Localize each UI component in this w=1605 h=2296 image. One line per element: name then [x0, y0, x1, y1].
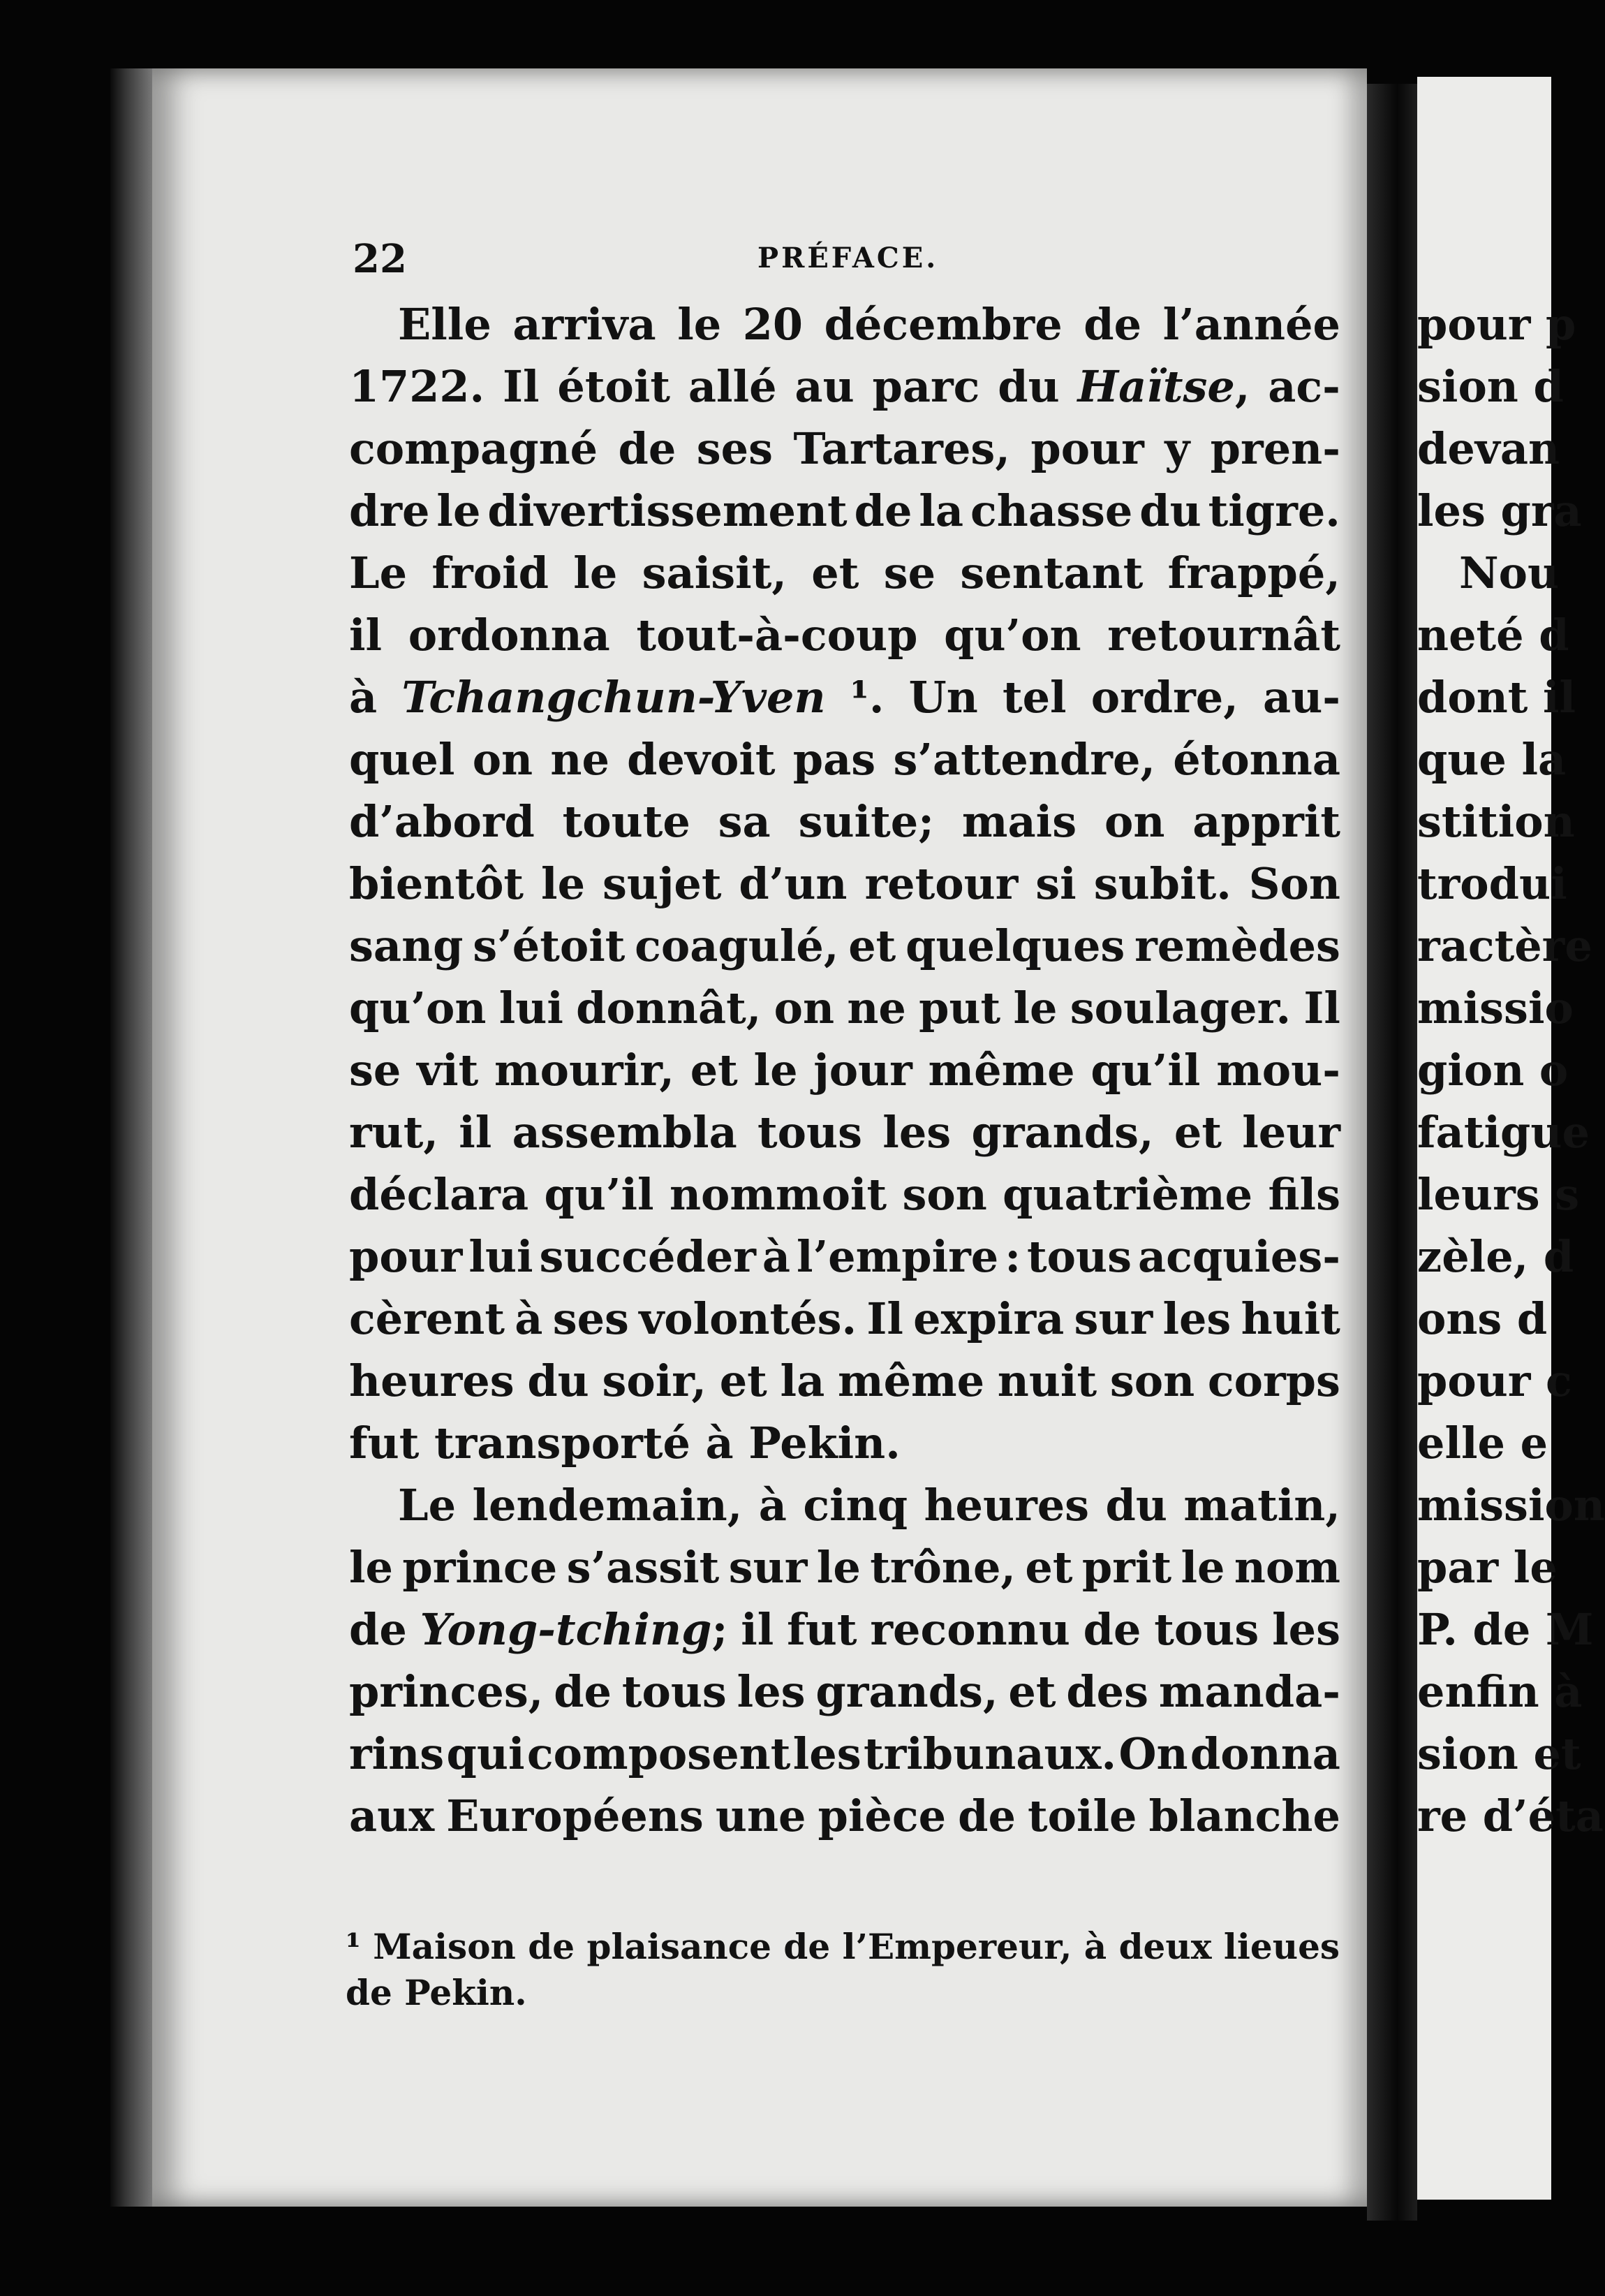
- word: froid: [431, 547, 549, 598]
- word: d’un: [739, 858, 848, 909]
- text-line: [349, 418, 1340, 480]
- word: sur: [1074, 1293, 1153, 1344]
- word: quel: [349, 734, 455, 785]
- word: grands,: [815, 1666, 998, 1717]
- word: son: [1109, 1355, 1195, 1406]
- facing-page-line: neté d: [1417, 610, 1569, 661]
- text-line: [349, 604, 1340, 666]
- word: trône,: [870, 1542, 1016, 1593]
- word: 20: [742, 299, 804, 350]
- word: vit: [417, 1045, 479, 1096]
- word: et: [811, 547, 859, 598]
- word: tigre.: [1208, 485, 1340, 536]
- word: le: [573, 547, 618, 598]
- word: les: [1272, 1604, 1340, 1655]
- word: jour: [813, 1045, 912, 1096]
- word: une: [715, 1790, 806, 1841]
- word: à: [349, 672, 378, 723]
- word: le: [1013, 983, 1058, 1033]
- word: lui: [498, 983, 563, 1033]
- text-line: [349, 728, 1340, 790]
- word: et: [1174, 1107, 1222, 1158]
- facing-page-line: sion d: [1417, 361, 1564, 412]
- facing-page-line: re d’éta: [1417, 1790, 1604, 1841]
- word: reconnu: [870, 1604, 1070, 1655]
- main-text: [349, 293, 1340, 1847]
- word: même: [837, 1355, 985, 1406]
- word: succéder: [539, 1231, 756, 1282]
- running-head: PRÉFACE.: [757, 242, 939, 274]
- word: ne: [550, 734, 609, 785]
- word: sur: [728, 1542, 808, 1593]
- word: Elle: [398, 299, 491, 350]
- facing-page-line: P. de M: [1417, 1604, 1594, 1655]
- word: arriva: [512, 299, 656, 350]
- text-line: [349, 1350, 1340, 1412]
- word: heures: [349, 1355, 515, 1406]
- facing-page-line: dont il: [1417, 672, 1576, 723]
- text-line: [349, 1598, 1340, 1661]
- text-line: [349, 542, 1340, 604]
- word: ordre,: [1090, 672, 1238, 723]
- word: mais: [961, 796, 1077, 847]
- footnote-line-2: de Pekin.: [346, 1972, 527, 2013]
- footnote: [346, 1924, 1344, 2016]
- facing-page-line: Nou: [1459, 547, 1560, 598]
- word: les: [737, 1666, 806, 1717]
- word: du: [1139, 485, 1201, 536]
- word: la: [780, 1355, 825, 1406]
- word: sang: [349, 920, 464, 971]
- word: princes,: [349, 1666, 544, 1717]
- word: manda-: [1158, 1666, 1340, 1717]
- word: Haïtse,: [1077, 361, 1250, 412]
- word: volontés.: [639, 1293, 857, 1344]
- word: Il: [1303, 983, 1340, 1033]
- word: il: [349, 610, 383, 661]
- word: lendemain,: [472, 1480, 743, 1531]
- facing-page-line: par le: [1417, 1542, 1558, 1593]
- word: ¹.: [850, 672, 885, 723]
- word: de: [1083, 299, 1142, 350]
- word: ordonna: [408, 610, 610, 661]
- word: le: [1181, 1542, 1225, 1593]
- word: ne: [847, 983, 906, 1033]
- word: transporté: [434, 1418, 706, 1469]
- word: prit: [1081, 1542, 1172, 1593]
- word: expira: [913, 1293, 1065, 1344]
- facing-page-line: trodui: [1417, 858, 1567, 909]
- word: toute: [562, 796, 690, 847]
- word: pour: [349, 1231, 463, 1282]
- word: pren-: [1210, 423, 1340, 474]
- word: Européens: [446, 1790, 704, 1841]
- word: pour: [1030, 423, 1144, 474]
- word: fut: [787, 1604, 857, 1655]
- page-header: [353, 236, 1344, 282]
- word: chasse: [970, 485, 1133, 536]
- word: fut: [349, 1418, 434, 1469]
- word: s’attendre,: [893, 734, 1155, 785]
- word: fils: [1268, 1169, 1340, 1220]
- text-line: [349, 1039, 1340, 1101]
- word: tous: [757, 1107, 863, 1158]
- facing-page-line: pour p: [1417, 299, 1576, 350]
- text-line: [349, 1101, 1340, 1163]
- word: pièce: [818, 1790, 947, 1841]
- word: :: [1005, 1231, 1021, 1282]
- text-line: [349, 1661, 1340, 1723]
- word: soir,: [602, 1355, 707, 1406]
- book-gutter: [1367, 84, 1417, 2221]
- page-number: 22: [353, 236, 407, 282]
- facing-page-line: les gra: [1417, 485, 1582, 536]
- word: cèrent: [349, 1293, 505, 1344]
- word: acquies-: [1137, 1231, 1340, 1282]
- text-line: [349, 1226, 1340, 1288]
- word: l’empire: [797, 1231, 999, 1282]
- word: qu’on: [944, 610, 1081, 661]
- word: ses: [552, 1293, 629, 1344]
- word: à: [705, 1418, 749, 1469]
- facing-page-line: gion o: [1417, 1045, 1569, 1096]
- text-line: [349, 1536, 1340, 1598]
- word: du: [527, 1355, 589, 1406]
- word: à: [758, 1480, 787, 1531]
- word: au: [794, 361, 855, 412]
- text-line: [349, 355, 1340, 418]
- text-line: [349, 915, 1340, 977]
- word: et: [1025, 1542, 1073, 1593]
- facing-page-line: ractère: [1417, 920, 1592, 971]
- word: compagné: [349, 423, 598, 474]
- word: bientôt: [349, 858, 524, 909]
- word: au-: [1263, 672, 1340, 723]
- word: Tartares,: [793, 423, 1010, 474]
- word: On: [1118, 1728, 1188, 1779]
- word: coagulé,: [635, 920, 839, 971]
- word: ac-: [1268, 361, 1340, 412]
- facing-page-line: mission: [1417, 1480, 1605, 1531]
- word: son: [902, 1169, 987, 1220]
- word: et: [690, 1045, 738, 1096]
- word: devoit: [627, 734, 776, 785]
- facing-page-line: stition: [1417, 796, 1575, 847]
- text-line: [349, 1723, 1340, 1785]
- word: se: [883, 547, 936, 598]
- word: nom: [1234, 1542, 1340, 1593]
- word: et: [719, 1355, 767, 1406]
- word: sa: [718, 796, 771, 847]
- facing-page-line: que la: [1417, 734, 1567, 785]
- word: sentant: [960, 547, 1144, 598]
- word: il: [741, 1604, 774, 1655]
- word: suite;: [798, 796, 935, 847]
- word: qui: [446, 1728, 525, 1779]
- word: donna: [1190, 1728, 1340, 1779]
- word: décembre: [824, 299, 1063, 350]
- word: assembla: [512, 1107, 737, 1158]
- word: à: [762, 1231, 791, 1282]
- word: les: [882, 1107, 952, 1158]
- word: apprit: [1192, 796, 1340, 847]
- facing-page-line: devan: [1417, 423, 1560, 474]
- text-line: [349, 790, 1340, 853]
- word: heures: [924, 1480, 1090, 1531]
- facing-page-line: fatigue: [1417, 1107, 1590, 1158]
- word: de: [618, 423, 676, 474]
- word: Le: [349, 547, 408, 598]
- word: étonna: [1173, 734, 1340, 785]
- word: nommoit: [669, 1169, 887, 1220]
- word: le: [349, 1542, 393, 1593]
- word: les: [1162, 1293, 1232, 1344]
- word: de: [554, 1666, 612, 1717]
- text-line: [349, 1412, 1340, 1474]
- word: si: [1035, 858, 1077, 909]
- word: à: [515, 1293, 543, 1344]
- word: déclara: [349, 1169, 529, 1220]
- word: cinq: [803, 1480, 908, 1531]
- word: saisit,: [642, 547, 787, 598]
- facing-page-text: [1417, 293, 1605, 1847]
- word: on: [1104, 796, 1165, 847]
- word: put: [919, 983, 1001, 1033]
- text-line: [349, 1785, 1340, 1847]
- text-line: [349, 293, 1340, 355]
- word: prince: [402, 1542, 558, 1593]
- word: subit.: [1093, 858, 1232, 909]
- word: tout-à-coup: [636, 610, 918, 661]
- word: mourir,: [494, 1045, 675, 1096]
- word: étoit: [557, 361, 671, 412]
- word: de: [854, 485, 912, 536]
- text-line: [349, 977, 1340, 1039]
- word: rut,: [349, 1107, 438, 1158]
- word: Yong-tching;: [420, 1604, 728, 1655]
- word: tous: [1027, 1231, 1132, 1282]
- facing-page-line: elle e: [1417, 1418, 1548, 1469]
- word: huit: [1241, 1293, 1340, 1344]
- facing-page-line: pour c: [1417, 1355, 1572, 1406]
- text-line: [349, 666, 1340, 728]
- word: quelques: [905, 920, 1125, 971]
- facing-page-line: ons d: [1417, 1293, 1548, 1344]
- word: matin,: [1183, 1480, 1340, 1531]
- text-line: [349, 1163, 1340, 1226]
- word: pas: [792, 734, 876, 785]
- word: le: [436, 485, 481, 536]
- word: leur: [1242, 1107, 1340, 1158]
- word: quatrième: [1003, 1169, 1253, 1220]
- word: se: [349, 1045, 401, 1096]
- word: et: [1008, 1666, 1056, 1717]
- text-line: [349, 1474, 1340, 1536]
- word: il: [459, 1107, 492, 1158]
- word: donnât,: [576, 983, 762, 1033]
- word: on: [472, 734, 533, 785]
- word: les: [792, 1728, 861, 1779]
- facing-page-line: zèle, d: [1417, 1231, 1574, 1282]
- word: Son: [1248, 858, 1340, 909]
- word: même: [928, 1045, 1075, 1096]
- text-line: [349, 853, 1340, 915]
- facing-page-line: missio: [1417, 983, 1574, 1033]
- word: Pekin.: [748, 1418, 901, 1469]
- word: mou-: [1216, 1045, 1340, 1096]
- word: s’étoit: [473, 920, 626, 971]
- facing-page-line: enfin à: [1417, 1666, 1583, 1717]
- word: le: [677, 299, 722, 350]
- footnote-line-1: ¹ Maison de plaisance de l’Empereur, à deux lieues: [346, 1926, 1340, 1967]
- facing-page-line: sion et: [1417, 1728, 1581, 1779]
- word: et: [848, 920, 896, 971]
- word: aux: [349, 1790, 435, 1841]
- word: s’assit: [566, 1542, 720, 1593]
- word: nuit: [997, 1355, 1097, 1406]
- word: l’année: [1162, 299, 1340, 350]
- word: soulager.: [1070, 983, 1292, 1033]
- word: divertissement: [487, 485, 848, 536]
- word: Tchangchun-Yven: [401, 672, 826, 723]
- word: du: [998, 361, 1060, 412]
- word: la: [919, 485, 964, 536]
- word: grands,: [971, 1107, 1154, 1158]
- word: tous: [1154, 1604, 1259, 1655]
- word: le: [816, 1542, 861, 1593]
- word: Il: [866, 1293, 903, 1344]
- word: toile: [1027, 1790, 1137, 1841]
- word: ses: [696, 423, 774, 474]
- word: le: [541, 858, 586, 909]
- word: parc: [872, 361, 980, 412]
- word: tel: [1002, 672, 1067, 723]
- word: de: [1083, 1604, 1141, 1655]
- word: 1722.: [349, 361, 485, 412]
- word: retour: [864, 858, 1019, 909]
- word: allé: [688, 361, 777, 412]
- word: des: [1066, 1666, 1149, 1717]
- word: qu’on: [349, 983, 487, 1033]
- word: Il: [502, 361, 540, 412]
- word: blanche: [1148, 1790, 1340, 1841]
- word: retournât: [1107, 610, 1340, 661]
- word: dre: [349, 485, 430, 536]
- text-line: [349, 1288, 1340, 1350]
- word: Un: [908, 672, 978, 723]
- word: d’abord: [349, 796, 535, 847]
- word: Le: [398, 1480, 457, 1531]
- word: remèdes: [1134, 920, 1340, 971]
- word: le: [753, 1045, 798, 1096]
- word: tribunaux.: [863, 1728, 1117, 1779]
- facing-page-line: leurs s: [1417, 1169, 1580, 1220]
- text-line: [349, 480, 1340, 542]
- word: y: [1164, 423, 1190, 474]
- word: on: [774, 983, 835, 1033]
- word: qu’il: [1090, 1045, 1201, 1096]
- word: tous: [621, 1666, 727, 1717]
- word: composent: [526, 1728, 791, 1779]
- word: frappé,: [1167, 547, 1340, 598]
- word: du: [1105, 1480, 1167, 1531]
- word: sujet: [602, 858, 722, 909]
- word: de: [958, 1790, 1016, 1841]
- word: qu’il: [544, 1169, 654, 1220]
- word: de: [349, 1604, 407, 1655]
- word: corps: [1207, 1355, 1340, 1406]
- word: lui: [468, 1231, 533, 1282]
- word: rins: [349, 1728, 445, 1779]
